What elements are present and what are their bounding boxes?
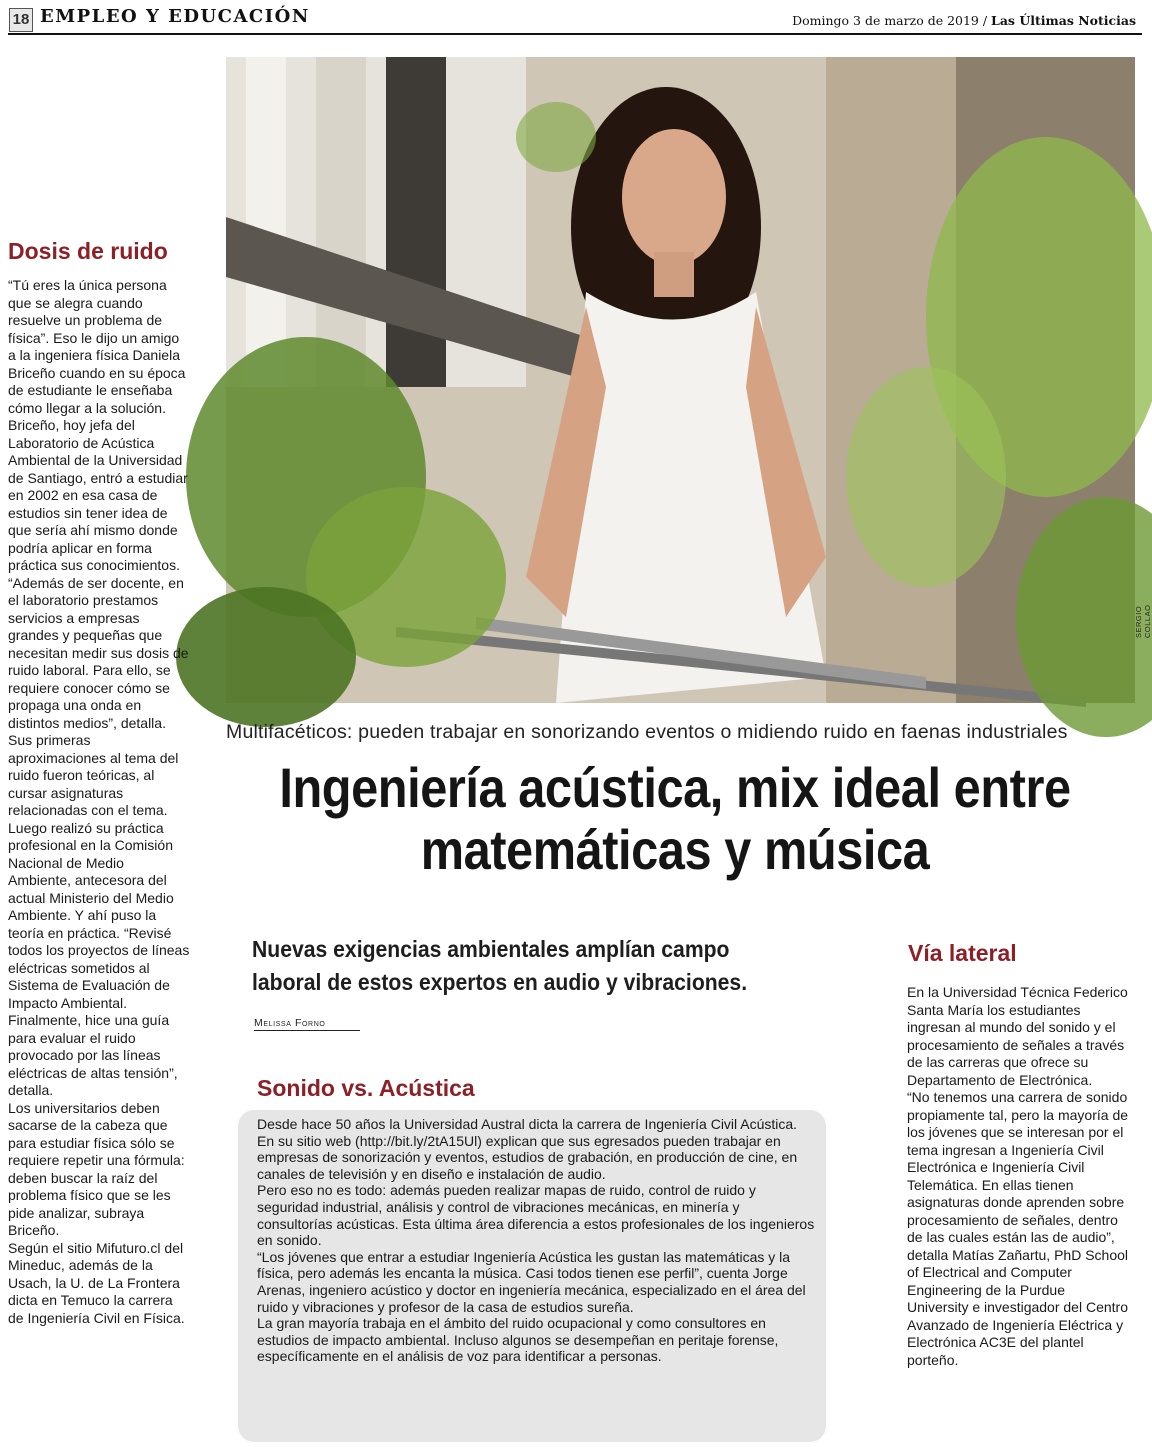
byline: Melissa Forno	[254, 1017, 360, 1031]
left-paragraph: Según el sitio Mifuturo.cl del Mineduc, además de la Usach, la U. de La Frontera dicta en Temuco la carrera de Ingeniería Civil en Física.	[8, 1239, 185, 1326]
header-dateline	[792, 13, 1136, 28]
headline	[262, 757, 1089, 881]
left-paragraph: Sus primeras aproximaciones al tema del ruido fueron teóricas, al cursar asignaturas relacionadas con el tema. Luego realizó su práctica profesional en la Comisión Nacional de Medio Ambiente, antecesora del actual Ministerio del Medio Ambiente. Y ahí puso la teoría en práctica. “Revisé todos los proyectos de líneas eléctricas sometidos al Sistema de Evaluación de Impacto Ambiental. Finalmente, hice una guía para evaluar el ruido provocado por las líneas eléctricas de altas tensión”, detalla.	[8, 732, 190, 1098]
left-paragraph: “Además de ser docente, en el laboratorio prestamos servicios a empresas grandes y pequeñas que necesitan medir sus dosis de ruido laboral. Para ello, se requiere conocer cómo se propaga una onda en distintos medios”, detalla.	[8, 574, 189, 731]
left-paragraph: Briceño, hoy jefa del Laboratorio de Acústica Ambiental de la Universidad de Santiago, entró a estudiar en 2002 en esa casa de estudios sin tener idea de que sería ahí mismo donde podría aplicar en forma práctica sus conocimientos.	[8, 417, 188, 573]
box-paragraph: “Los jóvenes que entrar a estudiar Ingeniería Acústica les gustan las matemáticas y la física, pero además les encanta la música. Casi todos tienen ese perfil”, cuenta Jorge Arenas, ingeniero acústico y doctor en ingeniería mecánica, especializado en el área del ruido y vibraciones y profesor de la casa de estudios sureña.	[257, 1248, 806, 1315]
article-photo	[226, 57, 1135, 703]
section-name: EMPLEO Y EDUCACIÓN	[40, 6, 310, 27]
deck-line: Nuevas exigencias ambientales amplían campo	[252, 936, 730, 962]
photo-illustration	[226, 57, 1135, 703]
headline-line: Ingeniería acústica, mix ideal entre	[279, 756, 1071, 819]
box-body	[257, 1116, 817, 1365]
left-column-body	[8, 277, 190, 1327]
left-paragraph: “Tú eres la única persona que se alegra cuando resuelve un problema de física”. Eso le dijo un amigo a la ingeniera física Daniela Briceño cuando en su época de estudiante le enseñaba cómo llegar a la solución.	[8, 277, 186, 416]
box-heading: Sonido vs. Acústica	[257, 1075, 475, 1101]
left-paragraph: Los universitarios deben sacarse de la cabeza que para estudiar física sólo se requiere repetir una fórmula: deben buscar la raíz del problema físico que se les pide analizar, subraya Briceño.	[8, 1099, 185, 1238]
header-date: Domingo 3 de marzo de 2019 /	[792, 13, 988, 28]
right-column-body	[907, 984, 1129, 1369]
deck-line: laboral de estos expertos en audio y vibraciones.	[252, 969, 748, 995]
kicker: Multifacéticos: pueden trabajar en sonorizando eventos o midiendo ruido en faenas industriales	[226, 721, 1068, 743]
headline-line: matemáticas y música	[420, 818, 930, 881]
box-paragraph: La gran mayoría trabaja en el ámbito del ruido ocupacional y como consultores en estudios de impacto ambiental. Incluso algunos se desempeñan en peritaje forense, específicamente en el análisis de voz para identificar a personas.	[257, 1315, 779, 1365]
header-rule	[8, 33, 1142, 35]
deck	[252, 933, 804, 999]
left-column-heading: Dosis de ruido	[8, 238, 168, 264]
box-paragraph: Pero eso no es todo: además pueden realizar mapas de ruido, control de ruido y seguridad industrial, análisis y control de vibraciones mecánicas, en minería y consultorías acústicas. Esta última área diferencia a estos profesionales de los ingenieros en sonido.	[257, 1182, 815, 1249]
right-column-heading: Vía lateral	[908, 940, 1017, 966]
photo-credit: SERGIO COLLAO	[1134, 604, 1152, 638]
publication-name: Las Últimas Noticias	[991, 13, 1136, 28]
right-paragraph: “No tenemos una carrera de sonido propiamente tal, pero la mayoría de los jóvenes que se interesan por el tema ingresan a Ingeniería Civil Electrónica e Ingeniería Civil Telemática. En ellas tienen asignaturas donde aprenden sobre procesamiento de señales, dentro de las cuales están las de audio”, detalla Matías Zañartu, PhD School of Electrical and Computer Engineering de la Purdue University e investigador del Centro Avanzado de Ingeniería Eléctrica y Electrónica AC3E del plantel porteño.	[907, 1089, 1129, 1368]
box-paragraph: Desde hace 50 años la Universidad Austral dicta la carrera de Ingeniería Civil Acústica. En su sitio web (http://bit.ly/2tA15Ul) explican que sus egresados pueden trabajar en empresas de sonorización y eventos, estudios de grabación, en producción de cine, en canales de televisión y en diseño e instalación de audio.	[257, 1116, 798, 1182]
left-column	[8, 238, 190, 1327]
page-number: 18	[9, 8, 33, 32]
right-paragraph: En la Universidad Técnica Federico Santa María los estudiantes ingresan al mundo del sonido y el procesamiento de señales a través de las carreras que ofrece su Departamento de Electrónica.	[907, 984, 1128, 1088]
